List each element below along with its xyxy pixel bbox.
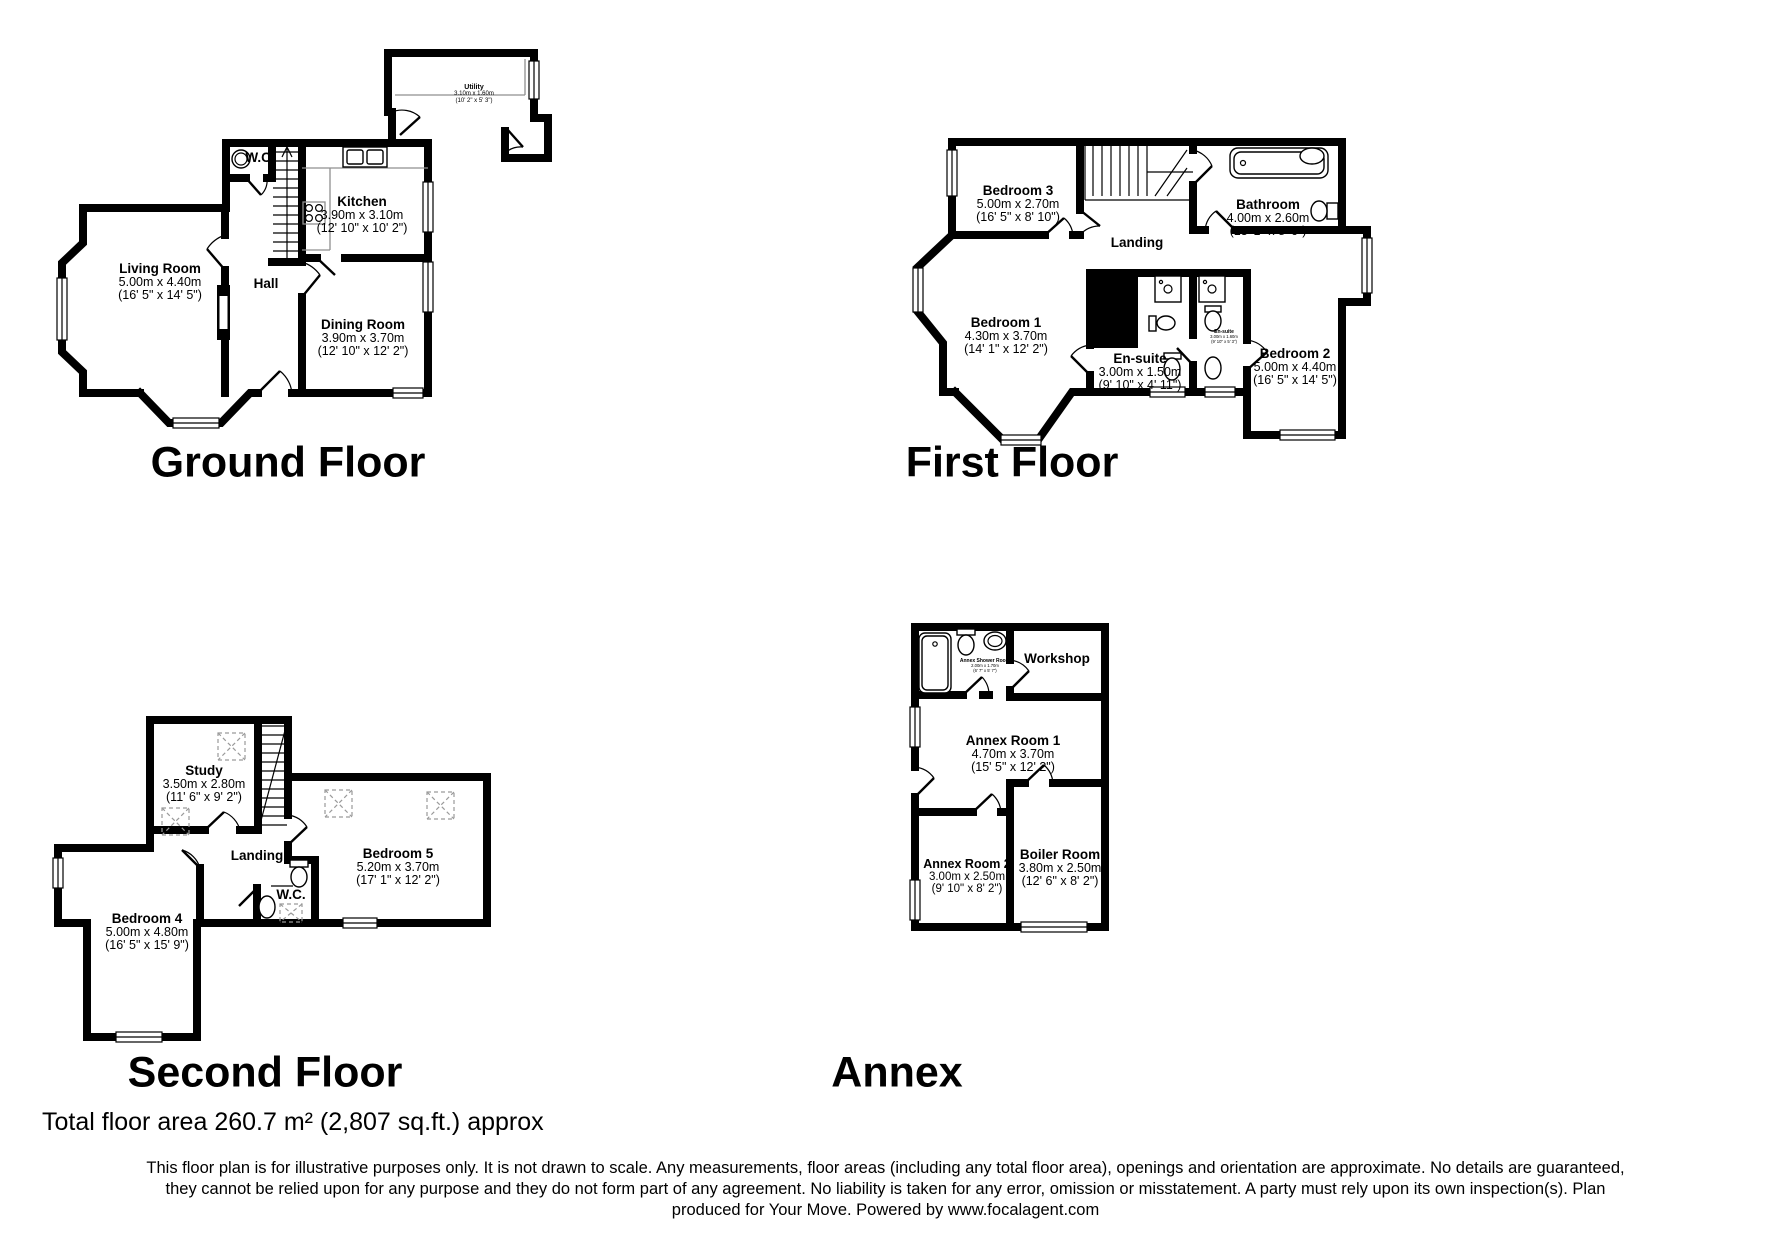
ground-stairs: [273, 147, 301, 259]
label-ground-wc: W.C.: [245, 150, 275, 165]
annex-bath-icon: [919, 633, 951, 693]
second-floor-drawing: [40, 620, 500, 1050]
title-annex: Annex: [831, 1048, 963, 1097]
label-bedroom-5: Bedroom 5 5.20m x 3.70m (17' 1" x 12' 2"): [356, 846, 440, 888]
ensuite2-fixtures: [1199, 276, 1225, 379]
label-dining-room: Dining Room 3.90m x 3.70m (12' 10" x 12' 2"): [317, 317, 409, 359]
title-second-floor: Second Floor: [127, 1048, 403, 1097]
label-annex-room-2: Annex Room 2 3.00m x 2.50m (9' 10" x 8' 2"): [923, 857, 1011, 896]
first-floor-drawing: [815, 110, 1375, 470]
label-workshop: Workshop: [1024, 651, 1090, 666]
bathroom-sink-icon: [1300, 148, 1324, 164]
label-second-wc: W.C.: [276, 887, 306, 902]
second-windows: [53, 858, 377, 1042]
ground-walls: [62, 53, 548, 423]
annex-toilet-icon: [957, 629, 975, 655]
label-boiler-room: Boiler Room 3.80m x 2.50m (12' 6" x 8' 2"): [1018, 847, 1102, 889]
disclaimer-line-3: produced for Your Move. Powered by www.focalagent.com: [671, 1201, 1100, 1220]
fireplace-recess: [220, 296, 228, 329]
label-annex-room-1: Annex Room 1 4.70m x 3.70m (15' 5" x 12' 2"): [965, 733, 1061, 775]
label-hall: Hall: [253, 276, 279, 291]
disclaimer: [0, 1158, 1771, 1221]
label-living-room: Living Room 5.00m x 4.40m (16' 5" x 14' 5"): [118, 261, 202, 303]
ground-floor-plan: [55, 35, 645, 455]
label-kitchen: Kitchen 3.90m x 3.10m (12' 10" x 10' 2"): [316, 194, 408, 236]
first-stairs: [1085, 146, 1193, 200]
first-floor-plan: [815, 110, 1375, 470]
label-bedroom-4: Bedroom 4 5.00m x 4.80m (16' 5" x 15' 9"): [105, 911, 189, 953]
label-study: Study 3.50m x 2.80m (11' 6" x 9' 2"): [162, 763, 246, 805]
title-first-floor: First Floor: [905, 438, 1119, 487]
annex-sink-icon: [984, 632, 1006, 650]
label-ensuite: En-suite 3.00m x 1.50m (9' 10" x 4' 11"): [1098, 351, 1182, 393]
label-second-landing: Landing: [230, 848, 284, 863]
title-ground-floor: Ground Floor: [150, 438, 426, 487]
label-bedroom-2: Bedroom 2 5.00m x 4.40m (16' 5" x 14' 5"): [1253, 346, 1337, 388]
label-first-landing: Landing: [1110, 235, 1164, 250]
stairwell-void: [1093, 275, 1138, 348]
label-bedroom-1: Bedroom 1 4.30m x 3.70m (14' 1" x 12' 2"): [964, 315, 1048, 357]
kitchen-sink-icon: [343, 147, 387, 167]
disclaimer-line-2: they cannot be relied upon for any purpose and they do not form part of any agreement. No liability is taken for any error, omission or misstatement. A party must rely upon its own inspection(s). Plan: [165, 1180, 1606, 1199]
ground-floor-drawing: [55, 35, 645, 455]
label-bathroom: Bathroom 4.00m x 2.60m (13' 1" x 8' 6"): [1226, 197, 1310, 239]
second-stairs: [259, 723, 287, 828]
disclaimer-line-1: This floor plan is for illustrative purposes only. It is not drawn to scale. Any measurements, floor areas (including any total floor area), openings and orientation are approximate. No details are guaranteed,: [146, 1159, 1625, 1177]
label-utility: Utility 3.10m x 1.60m (10' 2" x 5' 3"): [454, 84, 494, 104]
bathroom-toilet-icon: [1311, 201, 1338, 221]
label-annex-shower-room: Annex Shower Room 2.00m x 1.70m (6' 7" x 5' 7"): [959, 658, 1011, 673]
label-ensuite-2: En-suite 3.00m x 1.60m (9' 10" x 5' 3"): [1210, 329, 1238, 344]
label-bedroom-3: Bedroom 3 5.00m x 2.70m (16' 5" x 8' 10"): [976, 183, 1060, 225]
second-floor-plan: [40, 620, 500, 1050]
total-floor-area: Total floor area 260.7 m² (2,807 sq.ft.) approx: [42, 1108, 544, 1136]
